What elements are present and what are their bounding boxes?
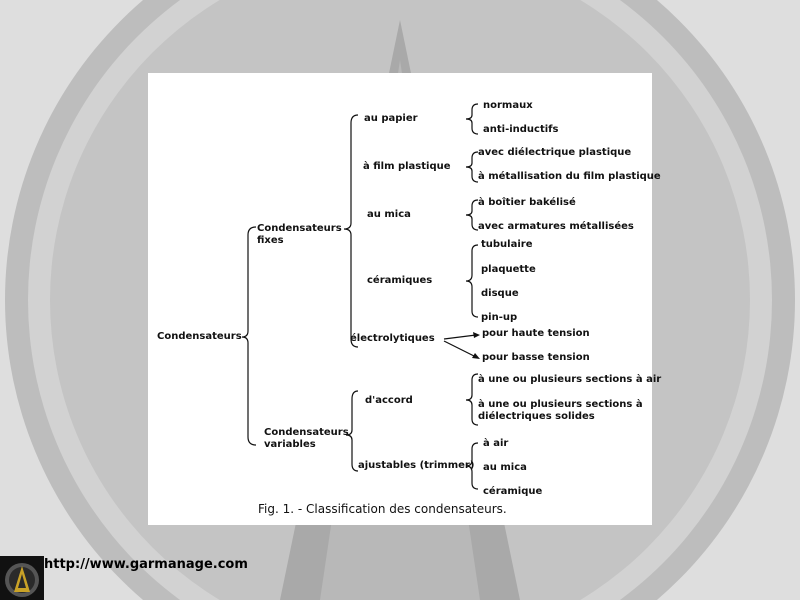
label-ajust-mica: au mica bbox=[483, 462, 527, 473]
footer-url-link[interactable]: http://www.garmanage.com bbox=[44, 557, 248, 572]
label-anti-inductifs: anti-inductifs bbox=[483, 124, 559, 135]
label-variables: Condensateurs variables bbox=[264, 427, 349, 450]
brace-fixes bbox=[344, 115, 358, 347]
label-normaux: normaux bbox=[483, 100, 533, 111]
label-electrolytiques: électrolytiques bbox=[350, 333, 435, 344]
label-boitier-bakelise: à boîtier bakélisé bbox=[478, 197, 576, 208]
label-papier: au papier bbox=[364, 113, 418, 124]
label-disque: disque bbox=[481, 288, 519, 299]
label-accord: d'accord bbox=[365, 395, 413, 406]
label-metallisation: à métallisation du film plastique bbox=[478, 171, 661, 182]
label-film: à film plastique bbox=[363, 161, 451, 172]
label-haute-tension: pour haute tension bbox=[482, 328, 590, 339]
label-ajust-ceramique: céramique bbox=[483, 486, 543, 497]
diagram-connectors bbox=[148, 73, 652, 525]
brace-papier bbox=[466, 104, 478, 134]
label-ceramiques: céramiques bbox=[367, 275, 433, 286]
label-armatures-metallisees: avec armatures métallisées bbox=[478, 221, 634, 232]
diagram-panel bbox=[148, 73, 662, 525]
label-ajust-air: à air bbox=[483, 438, 509, 449]
label-plaquette: plaquette bbox=[481, 264, 536, 275]
label-root: Condensateurs bbox=[157, 331, 242, 342]
brace-mica bbox=[466, 200, 478, 230]
figure-caption: Fig. 1. - Classification des condensateurs. bbox=[258, 502, 507, 516]
label-fixes: Condensateurs fixes bbox=[257, 223, 342, 246]
label-ajustables: ajustables (trimmer) bbox=[358, 460, 475, 471]
label-mica: au mica bbox=[367, 209, 411, 220]
label-sections-dielectriques: à une ou plusieurs sections à diélectriques solides bbox=[478, 399, 643, 422]
brace-accord bbox=[466, 374, 478, 425]
label-tubulaire: tubulaire bbox=[481, 239, 533, 250]
label-sections-air: à une ou plusieurs sections à air bbox=[478, 374, 662, 385]
brace-film bbox=[466, 152, 478, 182]
arrow-haute-tension bbox=[444, 335, 476, 339]
label-pin-up: pin-up bbox=[481, 312, 518, 323]
site-logo-icon bbox=[0, 556, 44, 600]
label-basse-tension: pour basse tension bbox=[482, 352, 590, 363]
arrow-basse-tension bbox=[444, 341, 476, 357]
brace-root bbox=[242, 227, 256, 445]
brace-ceramiques bbox=[466, 245, 478, 317]
label-dielectrique-plastique: avec diélectrique plastique bbox=[478, 147, 632, 158]
